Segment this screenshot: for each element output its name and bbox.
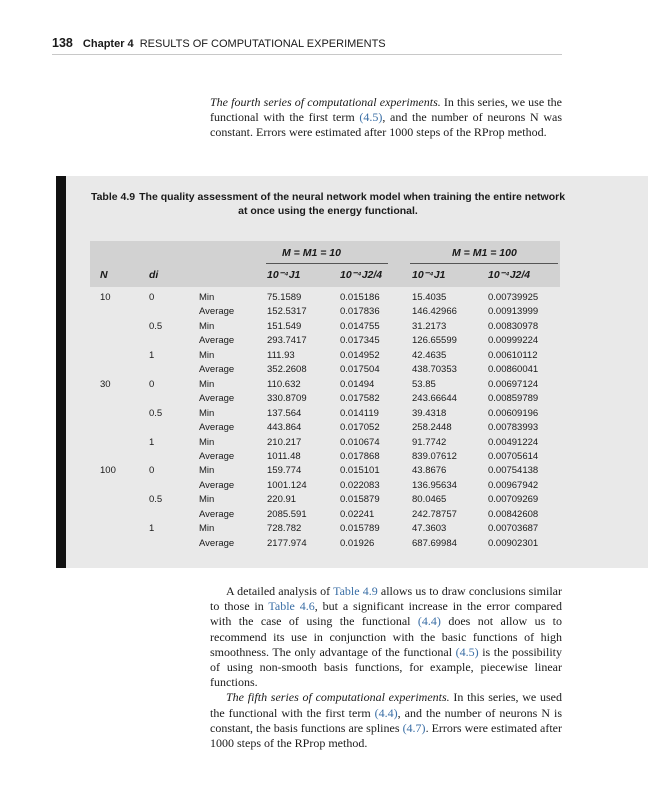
table-ref-link[interactable]: Table 4.6	[268, 599, 315, 614]
cell-j2-m10: 0.015789	[340, 523, 380, 535]
equation-ref-link[interactable]: (4.4)	[374, 705, 398, 720]
fifth-text-2: , and the number of neurons N is constant, the basis functions are splines	[210, 705, 562, 735]
cell-j1-m100: 42.4635	[412, 349, 447, 361]
cell-j2-m100: 0.00705614	[488, 450, 539, 462]
col-header-j2-m10: 10⁻⁴J2/4	[340, 269, 383, 281]
table-ref-link[interactable]: Table 4.9	[333, 584, 378, 598]
cell-j1-m10: 293.7417	[267, 335, 307, 347]
chapter-label: Chapter 4	[82, 38, 134, 50]
cell-j2-m10: 0.015879	[340, 494, 380, 506]
cell-j1-m100: 136.95634	[412, 479, 457, 491]
cell-stat: Min	[199, 378, 215, 390]
col-header-n: N	[100, 269, 108, 281]
cell-stat: Average	[199, 393, 235, 405]
cell-stat: Average	[199, 306, 235, 318]
fifth-series-paragraph	[210, 690, 562, 751]
analysis-text-2: allows us to draw conclusions similar to those in	[210, 584, 562, 614]
cell-j2-m100: 0.00703687	[488, 523, 539, 535]
cell-j2-m100: 0.00913999	[488, 306, 539, 318]
analysis-text-3: , but a significant increase in the error compared with the case of using the functional	[210, 599, 562, 629]
cell-j1-m10: 152.5317	[267, 306, 307, 318]
cell-j2-m10: 0.02241	[340, 508, 375, 520]
cell-stat: Min	[199, 349, 215, 361]
col-header-d: di	[149, 269, 159, 281]
cell-j2-m10: 0.01494	[340, 378, 375, 390]
cell-j1-m10: 75.1589	[267, 292, 302, 303]
cell-j1-m10: 443.864	[267, 422, 302, 434]
cell-j2-m100: 0.00830978	[488, 320, 539, 332]
cell-stat: Average	[199, 422, 235, 434]
cell-j1-m100: 687.69984	[412, 537, 457, 549]
fifth-text-1: In this series, we used the functional with the first term	[210, 690, 562, 720]
cell-j2-m10: 0.010674	[340, 436, 380, 448]
cell-j2-m10: 0.017345	[340, 335, 380, 347]
cell-j1-m10: 220.91	[267, 494, 297, 506]
cell-stat: Average	[199, 537, 235, 549]
cell-j2-m100: 0.00999224	[488, 335, 539, 347]
cell-stat: Min	[199, 523, 215, 535]
series-heading: The fifth series of computational experiments.	[226, 690, 450, 705]
cell-j1-m100: 146.42966	[412, 306, 457, 318]
cell-j2-m100: 0.00697124	[488, 378, 539, 390]
cell-d: 1	[149, 436, 155, 448]
equation-ref-link[interactable]: (4.5)	[359, 110, 383, 125]
cell-stat: Min	[199, 292, 215, 303]
cell-j1-m10: 1011.48	[267, 450, 301, 462]
col-header-j1-m100: 10⁻⁴J1	[412, 269, 446, 281]
cell-n: 100	[100, 465, 116, 477]
cell-j1-m100: 242.78757	[412, 508, 457, 520]
cell-j2-m100: 0.00842608	[488, 508, 539, 520]
cell-j2-m100: 0.00783993	[488, 422, 539, 434]
equation-ref-link[interactable]: (4.7)	[402, 720, 426, 735]
cell-d: 1	[149, 349, 155, 361]
chapter-title: RESULTS OF COMPUTATIONAL EXPERIMENTS	[139, 38, 386, 50]
table-caption	[88, 190, 568, 218]
analysis-paragraph	[210, 584, 562, 690]
cell-n: 10	[100, 292, 111, 303]
cell-j1-m100: 43.8676	[412, 465, 447, 477]
cell-d: 1	[149, 523, 155, 535]
cell-j1-m100: 126.65599	[412, 335, 457, 347]
cell-j1-m10: 111.93	[267, 349, 295, 361]
analysis-block	[210, 584, 562, 751]
cell-j1-m10: 2177.974	[267, 537, 307, 549]
table-caption-text: The quality assessment of the neural network model when training the entire network at once using the energy functional.	[139, 191, 566, 217]
cell-j2-m100: 0.00610112	[488, 349, 538, 361]
cell-j2-m10: 0.017504	[340, 364, 380, 376]
fifth-text-3: . Errors were estimated after 1000 steps of the RProp method.	[210, 720, 563, 751]
series-heading: The fourth series of computational experiments.	[210, 95, 441, 109]
cell-j2-m100: 0.00859789	[488, 393, 539, 405]
cell-j1-m10: 159.774	[267, 465, 302, 477]
cell-j1-m100: 80.0465	[412, 494, 447, 506]
page-number: 138	[52, 36, 73, 50]
cell-j1-m10: 110.632	[267, 378, 301, 390]
cell-d: 0.5	[149, 407, 163, 419]
cell-j1-m10: 330.8709	[267, 393, 307, 405]
cell-d: 0.5	[149, 494, 163, 506]
cell-j2-m10: 0.017868	[340, 450, 380, 462]
cell-j1-m10: 151.549	[267, 320, 302, 332]
cell-d: 0	[149, 378, 155, 390]
cell-j1-m100: 438.70353	[412, 364, 457, 376]
cell-j1-m100: 47.3603	[412, 523, 447, 535]
cell-j2-m100: 0.00739925	[488, 292, 539, 303]
cell-j1-m10: 352.2608	[267, 364, 307, 376]
intro-text-a: In this series, we use the functional with the first term	[210, 95, 562, 125]
cell-j2-m100: 0.00860041	[488, 364, 539, 376]
cell-d: 0	[149, 465, 155, 477]
table-side-bar	[56, 176, 66, 568]
cell-j2-m10: 0.014119	[340, 407, 379, 419]
cell-j2-m100: 0.00754138	[488, 465, 539, 477]
cell-j2-m10: 0.014755	[340, 320, 380, 332]
col-header-j1-m10: 10⁻⁴J1	[267, 269, 301, 281]
equation-ref-link[interactable]: (4.5)	[455, 644, 479, 659]
cell-j1-m10: 2085.591	[267, 508, 307, 520]
cell-stat: Average	[199, 508, 235, 520]
cell-j2-m100: 0.00491224	[488, 436, 539, 448]
cell-j2-m100: 0.00902301	[488, 537, 539, 549]
cell-j1-m100: 258.2448	[412, 422, 452, 434]
cell-stat: Min	[199, 494, 215, 506]
cell-j2-m10: 0.01926	[340, 537, 375, 549]
cell-j1-m100: 15.4035	[412, 292, 447, 303]
cell-stat: Min	[199, 465, 215, 477]
cell-j2-m10: 0.022083	[340, 479, 380, 491]
cell-stat: Min	[199, 320, 215, 332]
cell-j2-m100: 0.00609196	[488, 407, 539, 419]
group-rule-m100	[410, 263, 558, 264]
cell-j1-m100: 53.85	[412, 378, 436, 390]
group-header-m10: M = M1 = 10	[282, 247, 341, 259]
table-caption-label: Table 4.9	[90, 191, 136, 203]
cell-j2-m10: 0.017582	[340, 393, 380, 405]
col-header-j2-m100: 10⁻⁴J2/4	[488, 269, 531, 281]
cell-j2-m100: 0.00967942	[488, 479, 539, 491]
analysis-text-1: A detailed analysis of	[226, 584, 334, 598]
analysis-text-5: is the possibility of using non-smooth basis functions, for example, piecewise linear functions.	[210, 644, 562, 690]
cell-n: 30	[100, 378, 111, 390]
cell-j1-m10: 1001.124	[267, 479, 307, 491]
cell-stat: Average	[199, 364, 235, 376]
equation-ref-link[interactable]: (4.4)	[417, 614, 441, 629]
cell-stat: Average	[199, 479, 235, 491]
intro-text-b: , and the number of neurons N was constant. Errors were estimated after 1000 steps of the RProp method.	[210, 110, 562, 140]
cell-j1-m100: 39.4318	[412, 407, 447, 419]
cell-j1-m100: 31.2173	[412, 320, 447, 332]
cell-j1-m100: 839.07612	[412, 450, 457, 462]
cell-stat: Average	[199, 450, 235, 462]
cell-j2-m100: 0.00709269	[488, 494, 539, 506]
cell-j2-m10: 0.014952	[340, 349, 380, 361]
cell-j1-m100: 91.7742	[412, 436, 447, 448]
cell-j2-m10: 0.015186	[340, 292, 380, 303]
intro-paragraph	[210, 95, 562, 141]
cell-j1-m100: 243.66644	[412, 393, 457, 405]
running-header	[52, 36, 562, 55]
cell-j1-m10: 728.782	[267, 523, 302, 535]
cell-j2-m10: 0.017052	[340, 422, 380, 434]
cell-stat: Average	[199, 335, 235, 347]
cell-stat: Min	[199, 436, 215, 448]
cell-d: 0	[149, 292, 155, 303]
group-rule-m10	[266, 263, 388, 264]
analysis-text-4: does not allow us to recommend its use in conjunction with the basic functions of high smoothness. The only advantage of the functional	[210, 614, 563, 659]
cell-d: 0.5	[149, 320, 163, 332]
cell-stat: Min	[199, 407, 215, 419]
cell-j1-m10: 137.564	[267, 407, 302, 419]
cell-j2-m10: 0.015101	[340, 465, 380, 477]
cell-j2-m10: 0.017836	[340, 306, 380, 318]
cell-j1-m10: 210.217	[267, 436, 302, 448]
group-header-m100: M = M1 = 100	[452, 247, 517, 259]
